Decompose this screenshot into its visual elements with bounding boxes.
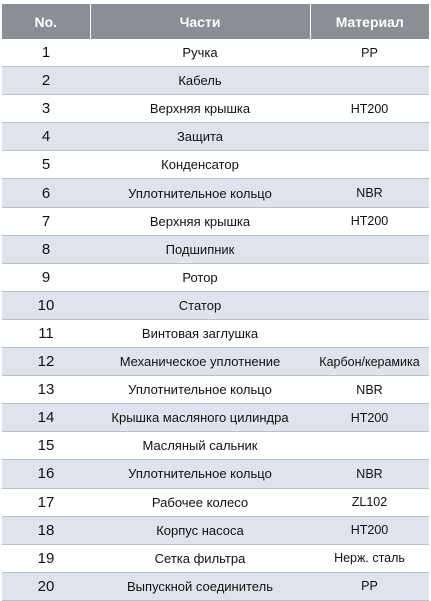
row-number: 9 — [2, 263, 90, 291]
row-number: 6 — [2, 179, 90, 207]
row-part-name: Корпус насоса — [90, 516, 310, 544]
row-part-name: Верхняя крышка — [90, 95, 310, 123]
row-number: 11 — [2, 319, 90, 347]
row-material — [310, 319, 429, 347]
row-number: 18 — [2, 516, 90, 544]
table-row — [2, 151, 429, 179]
row-number: 4 — [2, 123, 90, 151]
table-row — [2, 179, 429, 207]
row-material: NBR — [310, 376, 429, 404]
table-row — [2, 516, 429, 544]
row-part-name: Конденсатор — [90, 151, 310, 179]
row-material — [310, 151, 429, 179]
row-material: HT200 — [310, 516, 429, 544]
row-number: 3 — [2, 95, 90, 123]
table-row — [2, 291, 429, 319]
table-row — [2, 376, 429, 404]
row-part-name: Уплотнительное кольцо — [90, 460, 310, 488]
row-material — [310, 291, 429, 319]
row-part-name: Подшипник — [90, 235, 310, 263]
row-number: 17 — [2, 488, 90, 516]
row-part-name: Сетка фильтра — [90, 544, 310, 572]
table-row — [2, 67, 429, 95]
row-number: 12 — [2, 348, 90, 376]
row-part-name: Винтовая заглушка — [90, 319, 310, 347]
row-material: Нерж. сталь — [310, 544, 429, 572]
row-part-name: Уплотнительное кольцо — [90, 179, 310, 207]
header-material: Материал — [310, 4, 429, 39]
row-material: NBR — [310, 460, 429, 488]
row-part-name: Ротор — [90, 263, 310, 291]
row-number: 7 — [2, 207, 90, 235]
row-number: 5 — [2, 151, 90, 179]
table-row — [2, 460, 429, 488]
row-part-name: Рабочее колесо — [90, 488, 310, 516]
row-part-name: Уплотнительное кольцо — [90, 376, 310, 404]
row-part-name: Механическое уплотнение — [90, 348, 310, 376]
row-material — [310, 432, 429, 460]
row-part-name: Крышка масляного цилиндра — [90, 404, 310, 432]
row-material: ZL102 — [310, 488, 429, 516]
table-body — [2, 39, 429, 600]
row-material: PP — [310, 39, 429, 67]
table-row — [2, 263, 429, 291]
table-header — [2, 4, 429, 39]
table-row — [2, 544, 429, 572]
table-row — [2, 348, 429, 376]
table-row — [2, 404, 429, 432]
table-row — [2, 39, 429, 67]
row-number: 1 — [2, 39, 90, 67]
row-number: 19 — [2, 544, 90, 572]
row-number: 16 — [2, 460, 90, 488]
table-row — [2, 207, 429, 235]
row-number: 20 — [2, 572, 90, 600]
table-row — [2, 319, 429, 347]
table-row — [2, 572, 429, 600]
row-part-name: Ручка — [90, 39, 310, 67]
row-material — [310, 123, 429, 151]
row-material: Карбон/керамика — [310, 348, 429, 376]
table-row — [2, 432, 429, 460]
header-row — [2, 4, 429, 39]
row-part-name: Выпускной соединитель — [90, 572, 310, 600]
row-part-name: Масляный сальник — [90, 432, 310, 460]
row-part-name: Статор — [90, 291, 310, 319]
row-number: 14 — [2, 404, 90, 432]
row-material — [310, 235, 429, 263]
row-number: 13 — [2, 376, 90, 404]
table-row — [2, 488, 429, 516]
row-material: HT200 — [310, 95, 429, 123]
row-part-name: Верхняя крышка — [90, 207, 310, 235]
row-material — [310, 67, 429, 95]
row-part-name: Кабель — [90, 67, 310, 95]
row-material: HT200 — [310, 404, 429, 432]
row-material — [310, 263, 429, 291]
row-material: HT200 — [310, 207, 429, 235]
table-row — [2, 123, 429, 151]
row-number: 15 — [2, 432, 90, 460]
header-part: Части — [90, 4, 310, 39]
row-material: PP — [310, 572, 429, 600]
header-number: No. — [2, 4, 90, 39]
row-material: NBR — [310, 179, 429, 207]
table-row — [2, 95, 429, 123]
table-row — [2, 235, 429, 263]
parts-table — [2, 4, 429, 601]
row-part-name: Защита — [90, 123, 310, 151]
row-number: 10 — [2, 291, 90, 319]
row-number: 8 — [2, 235, 90, 263]
row-number: 2 — [2, 67, 90, 95]
